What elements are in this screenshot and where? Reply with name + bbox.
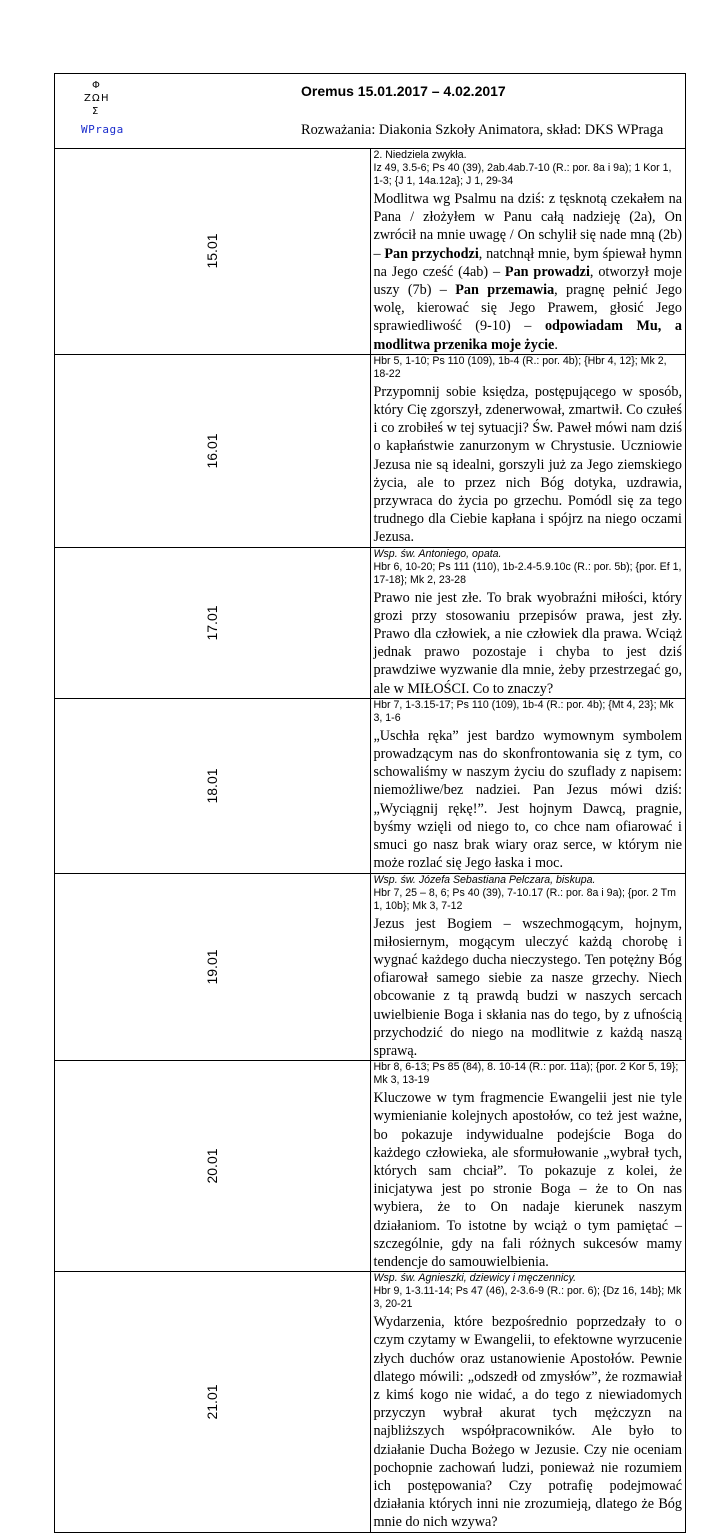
text-segment: Prawo nie jest złe. To brak wyobraźni miłości, który grozi przy stosowaniu przepisów prawa, jest zły. Prawo dla człowiek, a nie człowiek dla prawa. Wciąż jednak prawo pozostaje i chyba to jest dziś prawdziwe wyzwanie dla mnie, żeby przestrzegać go, ale w MIŁOŚCI. Co to znaczy? [373,589,682,697]
header-row [55,74,686,149]
reflection-text [374,1089,683,1271]
reflection-text [374,383,683,547]
text-segment: Jezus jest Bogiem – wszechmogącym, hojnym, miłosiernym, mogącym uleczyć każdą chorobę i wygnać każdego ducha nieczystego. Ten potężny Bóg ofiarował samego siebie za nasze grzechy. Niech obcowanie z tą prawdą budzi w naszych sercach uwielbienie Boga i skłania nas do tego, by z ufnością przychodzić do niego na modlitwie z każdą naszą sprawą. [373,915,682,1059]
feast-name: Wsp. św. Antoniego, opata. [373,547,502,560]
day-row [55,354,686,547]
text-segment: , natchnął mnie, bym śpiewał hymn na Jego cześć (4ab) – [373,245,682,280]
feast-name: Wsp. św. Józefa Sebastiana Pelczara, biskupa. [373,873,596,886]
emphasis-text: Pan prowadzi [504,263,590,280]
day-date: 19.01 [204,949,221,985]
text-segment: , otworzył moje uszy (7b) – [373,263,682,299]
text-segment: Kluczowe w tym fragmencie Ewangelii jest nie tyle wymienianie kolejnych apostołów, co też jest ważne, bo pokazuje indywidualne podejście Boga do każdego człowieka, ale sformułowanie „wybrał tych, których sam chciał”. To pokazuje z kolei, że inicjatywa jest po stronie Boga – że to On nas wybiera, że to On nadaje kierunek naszym działaniom. To istotne by wciąż o tym pamiętać – szczególnie, gdy na fali różnych sukcesów mamy tendencje do samouwielbienia. [373,1090,682,1270]
day-date: 18.01 [204,768,221,804]
liturgy-info [374,1272,683,1311]
liturgy-info [374,548,683,587]
reflection-cell [370,354,686,547]
emphasis-text: odpowiadam Mu, a modlitwa przenika moje życie [373,318,682,353]
emphasis-text: Pan przychodzi [384,245,479,262]
logo-brand: WPraga [81,123,124,136]
reflection-cell [370,547,686,698]
document-title: Oremus 15.01.2017 – 4.02.2017 [301,83,506,99]
reflection-text [374,727,683,873]
feast-name: Wsp. św. Agnieszki, dziewicy i męczennicy. [373,1272,577,1285]
oremus-table [54,73,686,1533]
reflection-text [374,190,683,354]
logo-letter-sigma: Σ [92,106,99,117]
date-cell [55,1061,371,1272]
date-cell [55,547,371,698]
date-cell [55,698,371,873]
day-date: 21.01 [204,1384,221,1420]
day-row [55,547,686,698]
logo-letter-phi: Φ [92,80,100,91]
reflection-cell [370,149,686,355]
reflection-cell [370,873,686,1061]
reflection-cell [370,698,686,873]
day-row [55,1272,686,1532]
day-date: 16.01 [204,433,221,469]
reflection-text [374,915,683,1061]
readings-line: Hbr 7, 1-3.15-17; Ps 110 (109), 1b-4 (R.: por. 4b); {Mt 4, 23}; Mk 3, 1-6 [373,698,674,724]
logo-letter-eta: Η [101,93,109,104]
date-cell [55,149,371,355]
liturgy-info [374,699,683,725]
readings-line: Hbr 6, 10-20; Ps 111 (110), 1b-2.4-5.9.10c (R.: por. 5b); {por. Ef 1, 17-18}; Mk 2, 23-28 [373,560,682,586]
date-cell [55,1272,371,1532]
readings-line: Hbr 8, 6-13; Ps 85 (84), 8. 10-14 (R.: por. 11a); {por. 2 Kor 5, 19}; Mk 3, 13-19 [373,1061,679,1087]
reflection-cell [370,1272,686,1532]
readings-line: Hbr 7, 25 – 8, 6; Ps 40 (39), 7-10.17 (R.: por. 8a i 9a); {por. 2 Tm 1, 10b}; Mk 3, 7-12 [373,886,676,912]
readings-line: 2. Niedziela zwykła. [373,149,467,161]
emphasis-text: Pan przemawia [455,282,555,299]
liturgy-info [374,355,683,381]
liturgy-info [374,874,683,913]
text-segment: Wydarzenia, które bezpośrednio poprzedzały to o czym czytamy w Ewangelii, to efektowne wyrzucenie złych duchów oraz ustanowienie Apostołów. Pewnie dlatego mówili: „odszedł od zmysłów”, że rozmawiał z kimś kogo nie widać, a do tego z niewiadomych przyczyn wybrał akurat tych mężczyzn na najbliższych współpracowników. Ale było to działanie Ducha Bożego w Jezusie. Czy nie oceniam pochopnie zachowań ludzi, ponieważ nie rozumiem ich postępowania? Czy potrafię podejmować działania których inni nie zrozumieją, dlatego że Bóg mnie do nich wzywa? [373,1314,682,1531]
day-row [55,1061,686,1272]
day-date: 20.01 [204,1148,221,1184]
day-row [55,698,686,873]
header-cell [55,74,686,149]
readings-line: Hbr 5, 1-10; Ps 110 (109), 1b-4 (R.: por. 4b); {Hbr 4, 12}; Mk 2, 18-22 [373,354,667,380]
text-segment: „Uschła ręka” jest bardzo wymownym symbolem prowadzącym nas do skonfrontowania się z tym, co schowaliśmy w naszym życiu do szuflady z napisem: niemożliwe/bez nadziei. Pan Jezus mówi dziś: „Wyciągnij rękę!”. Jest hojnym Dawcą, pragnie, byśmy wzięli od niego to, co chce nam ofiarować i smuci go nasz brak wiary oraz serce, w którym nie może rozlać się Jego łaska i moc. [373,727,682,872]
document-subtitle: Rozważania: Diakonia Szkoły Animatora, skład: DKS WPraga [301,122,664,138]
day-row [55,873,686,1061]
reflection-text [374,1313,683,1531]
text-segment: . [554,336,558,353]
text-segment: , pragnę pełnić Jego wolę, kierować się Jego Prawem, głosić Jego sprawiedliwość (9-10) – [373,282,682,335]
date-cell [55,354,371,547]
readings-line: Hbr 9, 1-3.11-14; Ps 47 (46), 2-3.6-9 (R.: por. 6); {Dz 16, 14b}; Mk 3, 20-21 [373,1285,682,1311]
day-date: 17.01 [204,605,221,641]
logo-letter-zeta: Ζ [84,93,91,104]
liturgy-info [374,1061,683,1087]
day-date: 15.01 [204,233,221,269]
text-segment: Modlitwa wg Psalmu na dziś: z tęsknotą czekałem na Pana / złożyłem w Panu całą nadzieję (2a), On zwrócił na mnie uwagę / On schylił się nade mną (2b) – [373,191,682,262]
text-segment: Przypomnij sobie księdza, postępującego w sposób, który Cię zgorszył, zdenerwował, zmartwił. Co czułeś i co zrobiłeś w tej sytuacji? Św. Paweł mówi nam dziś o kapłaństwie zanurzonym w Chrystusie. Uczniowie Jezusa nie są idealni, gorszyli już za Jego ziemskiego życia, ale to przez nich Bóg dotyka, uzdrawia, przywraca do życia po grzechu. Pomódl się za tego trudnego dla Ciebie kapłana i spójrz na niego oczami Jezusa. [373,383,682,546]
readings-line: Iz 49, 3.5-6; Ps 40 (39), 2ab.4ab.7-10 (R.: por. 8a i 9a); 1 Kor 1, 1-3; {J 1, 14a.12a}; J 1, 29-34 [373,162,672,187]
logo-letter-omega: Ω [92,93,100,104]
reflection-text [374,589,683,698]
day-row [55,149,686,355]
liturgy-info [374,149,683,188]
date-cell [55,873,371,1061]
reflection-cell [370,1061,686,1272]
